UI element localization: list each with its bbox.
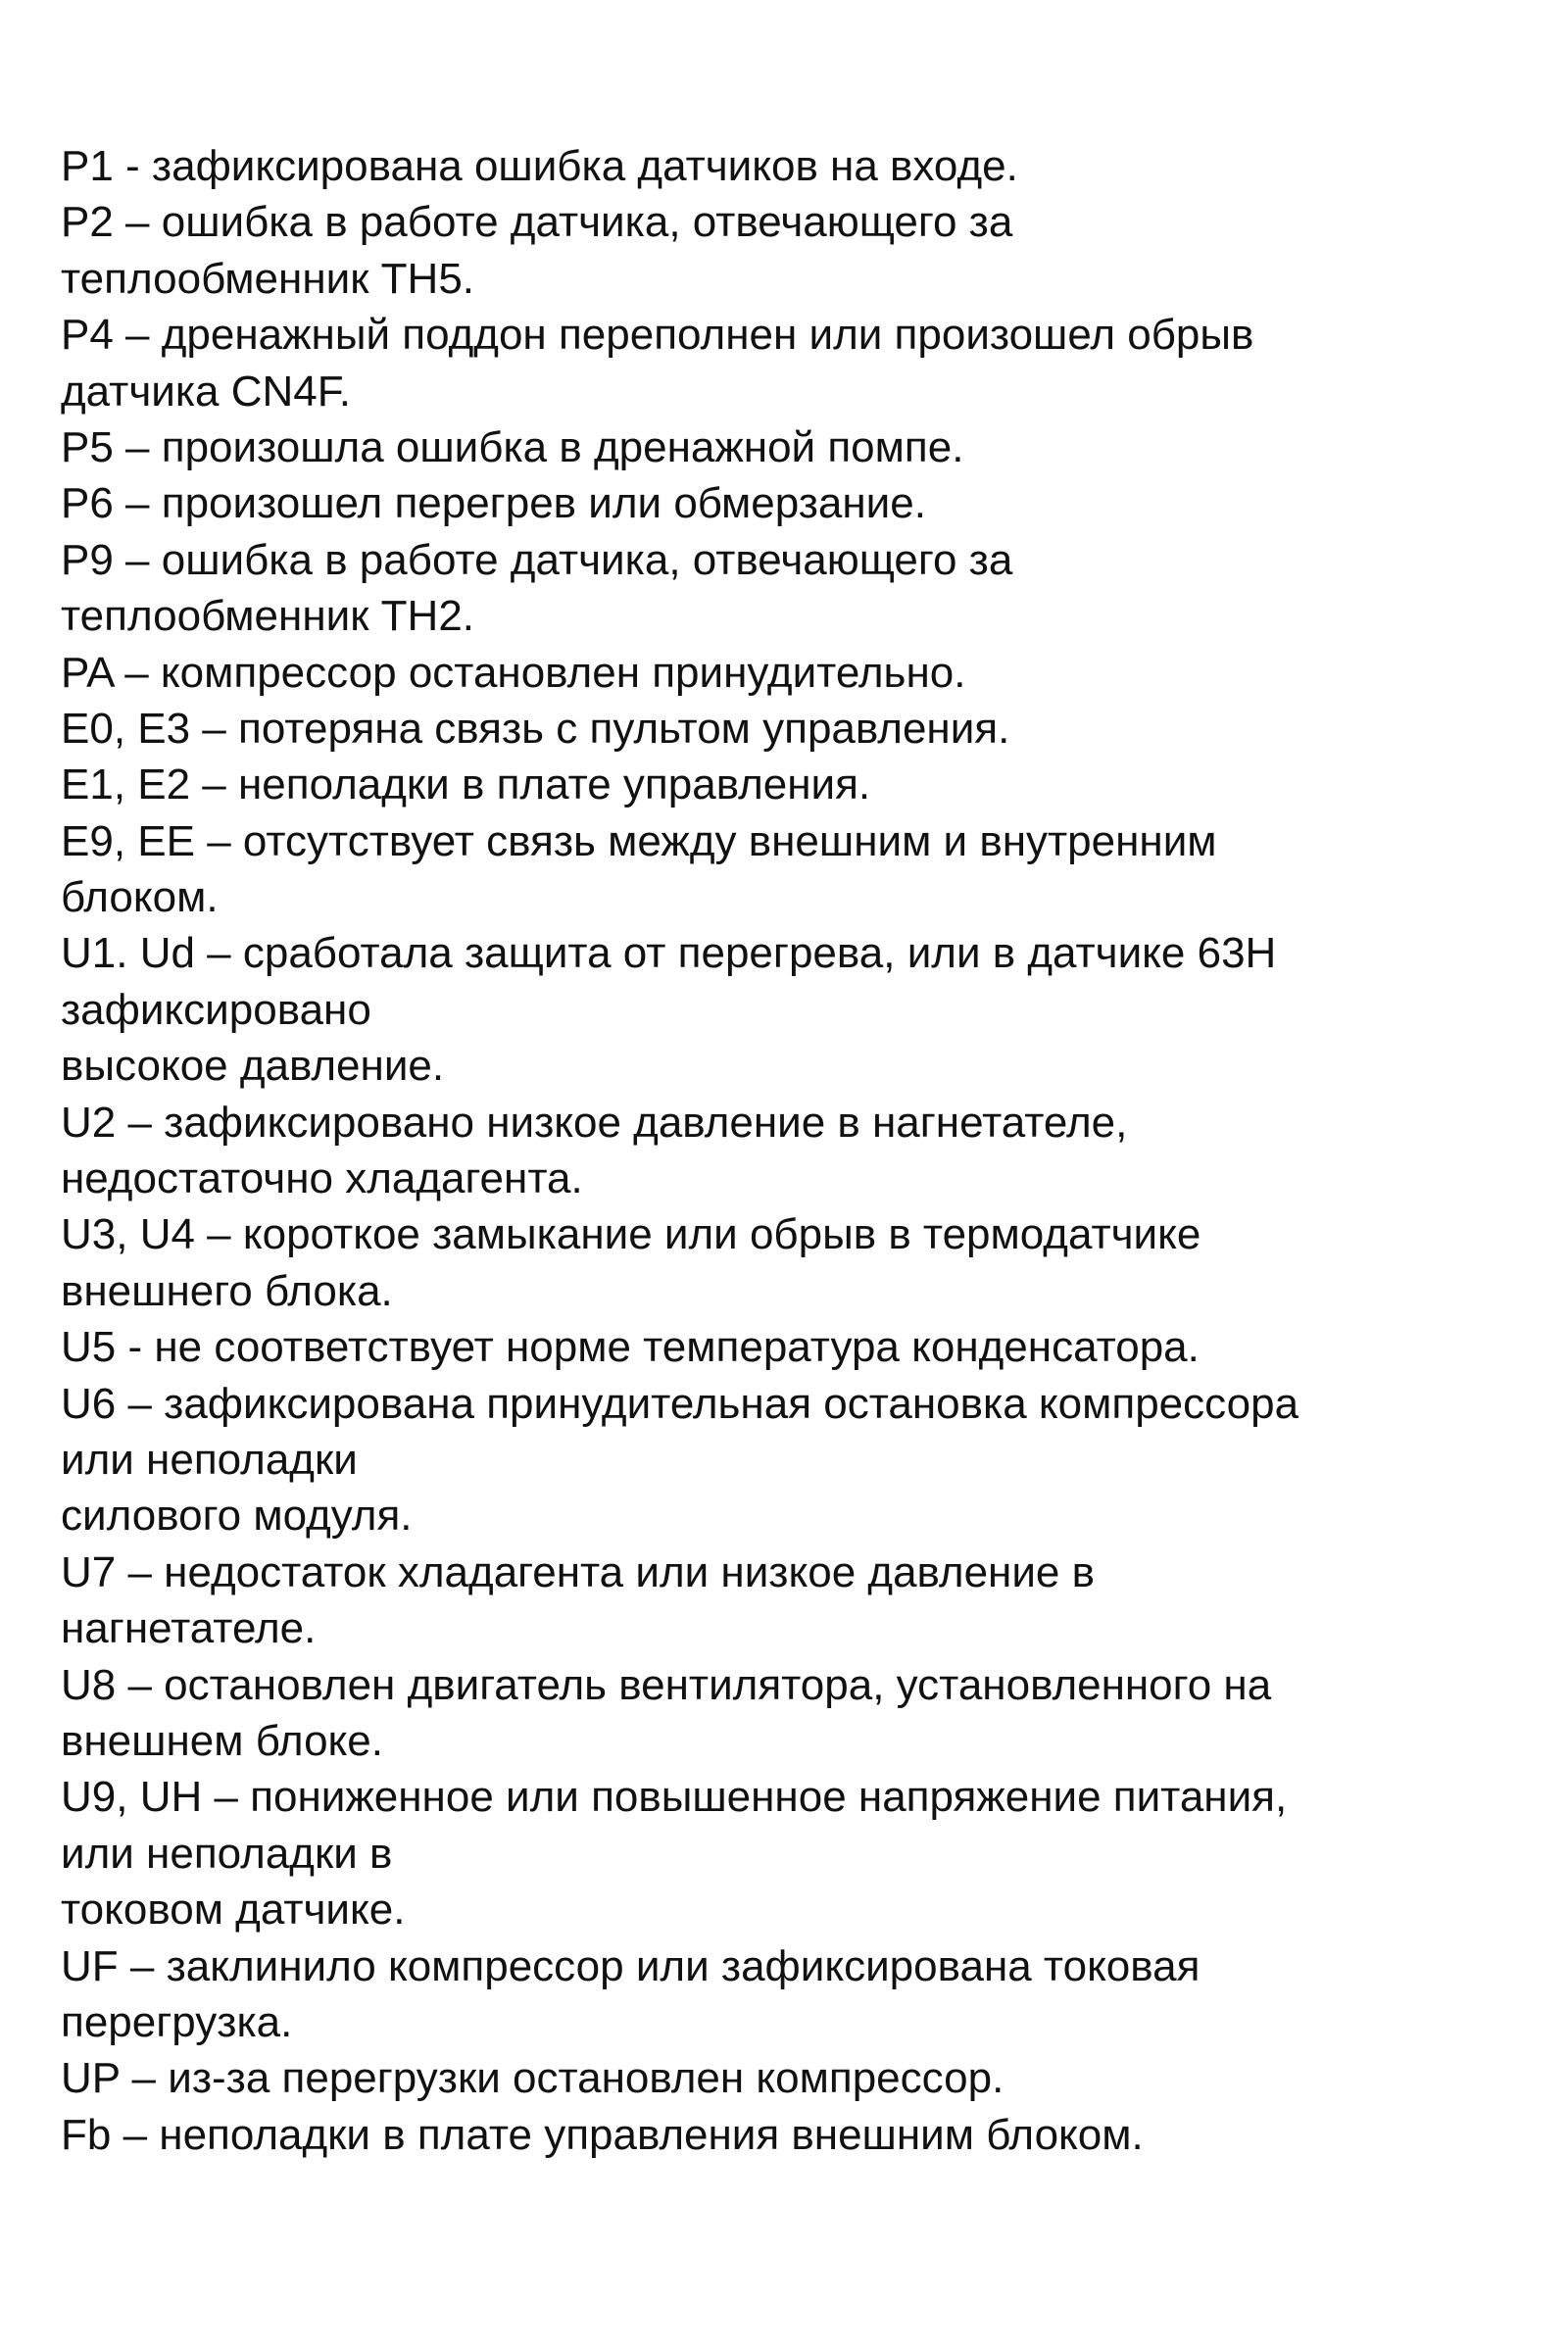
text-line: внешнем блоке.: [61, 1716, 383, 1765]
text-line: Fb – неполадки в плате управления внешним блоком.: [61, 2110, 1144, 2159]
text-line: P9 – ошибка в работе датчика, отвечающего за: [61, 535, 1013, 584]
text-line: токовом датчике.: [61, 1886, 406, 1935]
text-line: UP – из-за перегрузки остановлен компрессор.: [61, 2054, 1004, 2103]
text-line: высокое давление.: [61, 1042, 445, 1091]
text-line: недостаточно хладагента.: [61, 1154, 583, 1203]
text-line: P6 – произошел перегрев или обмерзание.: [61, 479, 926, 528]
text-line: U1. Ud – сработала защита от перегрева, или в датчике 63H: [61, 929, 1277, 978]
text-line: U9, UH – пониженное или повышенное напряжение питания,: [61, 1773, 1288, 1822]
text-line: P5 – произошла ошибка в дренажной помпе.: [61, 422, 964, 471]
text-line: блоком.: [61, 873, 219, 922]
text-line: E0, E3 – потеряна связь с пультом управления.: [61, 704, 1010, 753]
text-line: внешнего блока.: [61, 1266, 393, 1315]
text-line: E9, EE – отсутствует связь между внешним и внутренним: [61, 816, 1217, 865]
text-line: P2 – ошибка в работе датчика, отвечающего за: [61, 198, 1013, 247]
text-line: U7 – недостаток хладагента или низкое давление в: [61, 1547, 1095, 1596]
text-line: P4 – дренажный поддон переполнен или произошел обрыв: [61, 311, 1254, 360]
text-line: или неполадки в: [61, 1829, 393, 1878]
text-line: перегрузка.: [61, 1997, 293, 2046]
text-line: U6 – зафиксирована принудительная остановка компрессора: [61, 1379, 1299, 1428]
text-line: силового модуля.: [61, 1492, 413, 1541]
text-line: E1, E2 – неполадки в плате управления.: [61, 760, 871, 809]
error-code-list: [61, 138, 1521, 2163]
text-line: U2 – зафиксировано низкое давление в нагнетателе,: [61, 1098, 1128, 1147]
text-line: зафиксировано: [61, 985, 371, 1034]
text-line: UF – заклинило компрессор или зафиксирована токовая: [61, 1941, 1200, 1990]
text-line: или неполадки: [61, 1435, 358, 1484]
text-line: U8 – остановлен двигатель вентилятора, установленного на: [61, 1660, 1272, 1709]
text-line: теплообменник TH5.: [61, 254, 475, 303]
text-line: теплообменник TH2.: [61, 592, 475, 641]
text-line: нагнетателе.: [61, 1604, 317, 1653]
text-line: P1 - зафиксирована ошибка датчиков на входе.: [61, 142, 1018, 190]
text-line: PA – компрессор остановлен принудительно.: [61, 648, 966, 697]
text-line: U5 - не соответствует норме температура конденсатора.: [61, 1323, 1200, 1372]
text-line: U3, U4 – короткое замыкание или обрыв в термодатчике: [61, 1210, 1201, 1259]
text-line: датчика CN4F.: [61, 367, 351, 416]
